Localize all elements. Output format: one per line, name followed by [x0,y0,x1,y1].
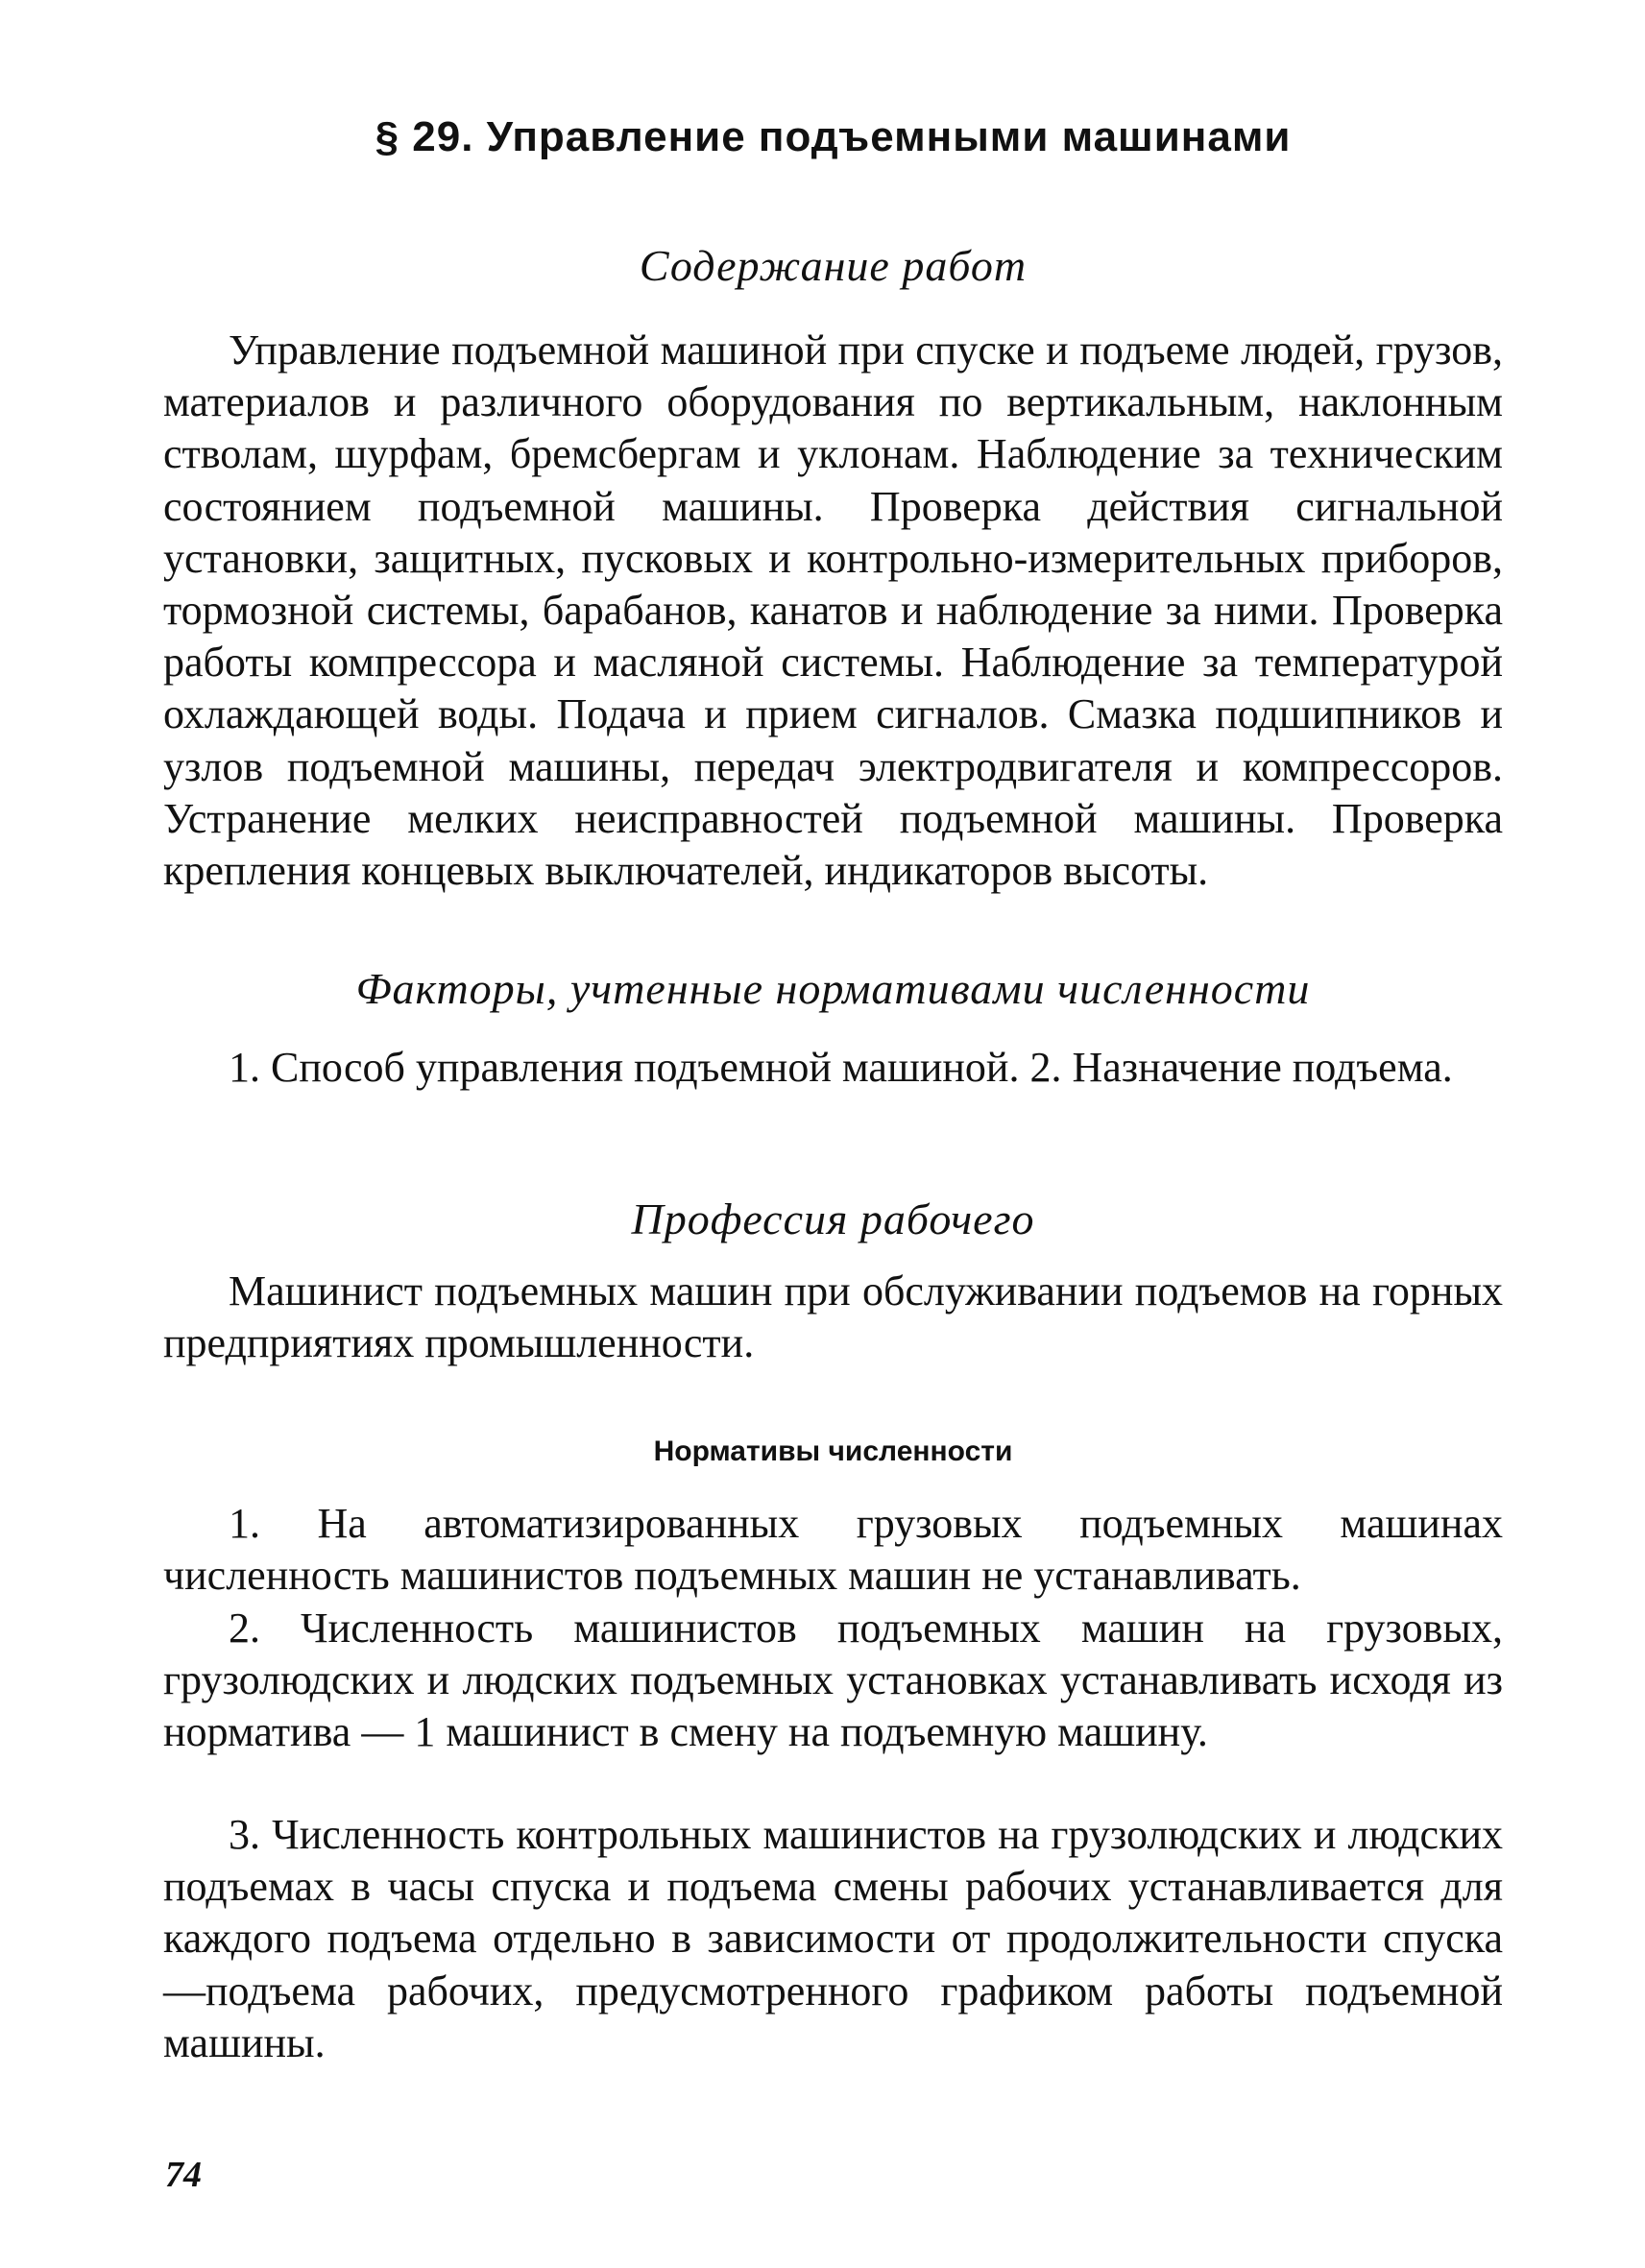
profession-heading: Профессия рабочего [631,1194,1035,1243]
content-paragraph: Управление подъемной машиной при спуске и подъеме людей, грузов, материалов и различного оборудования по вертикальным, наклонным стволам, шурфам, бремсбергам и уклонам. Наблюдение за техническим состоянием подъемной машины. Проверка действия сигнальной установки, защитных, пусковых и контрольно-измерительных приборов, тормозной системы, барабанов, канатов и наблюдение за ними. Проверка работы компрессора и масляной системы. Наблюдение за температурой охлаждающей воды. Подача и прием сигналов. Смазка подшипников и узлов подъемной машины, передач электродвигателя и компрессоров. Устранение мелких неисправностей подъемной машины. Проверка крепления концевых выключателей, индикаторов высоты. [163,326,1503,895]
norms-item-1: 1. На автоматизированных грузовых подъемных машинах численность машинистов подъемных машин не устанавливать. [163,1500,1503,1600]
factors-paragraph: 1. Способ управления подъемной машиной. 2. Назначение подъема. [229,1044,1453,1091]
profession-paragraph: Машинист подъемных машин при обслуживании подъемов на горных предприятиях промышленности. [163,1267,1503,1367]
section-title: § 29. Управление подъемными машинами [375,113,1292,160]
page-number: 74 [165,2155,202,2195]
factors-heading: Факторы, учтенные нормативами численности [355,964,1311,1013]
norms-item-2: 2. Численность машинистов подъемных машин на грузовых, грузолюдских и людских подъемных установках устанавливать исходя из норматива — 1 машинист в смену на подъемную машину. [163,1604,1503,1756]
norms-heading: Нормативы численности [653,1436,1013,1467]
norms-item-3: 3. Численность контрольных машинистов на грузолюдских и людских подъемах в часы спуска и подъема смены рабочих устанавливается для каждого подъема отдельно в зависимости от продолжительности спуска—подъема рабочих, предусмотренного графиком работы подъемной машины. [163,1811,1503,2066]
content-heading: Содержание работ [639,241,1028,290]
